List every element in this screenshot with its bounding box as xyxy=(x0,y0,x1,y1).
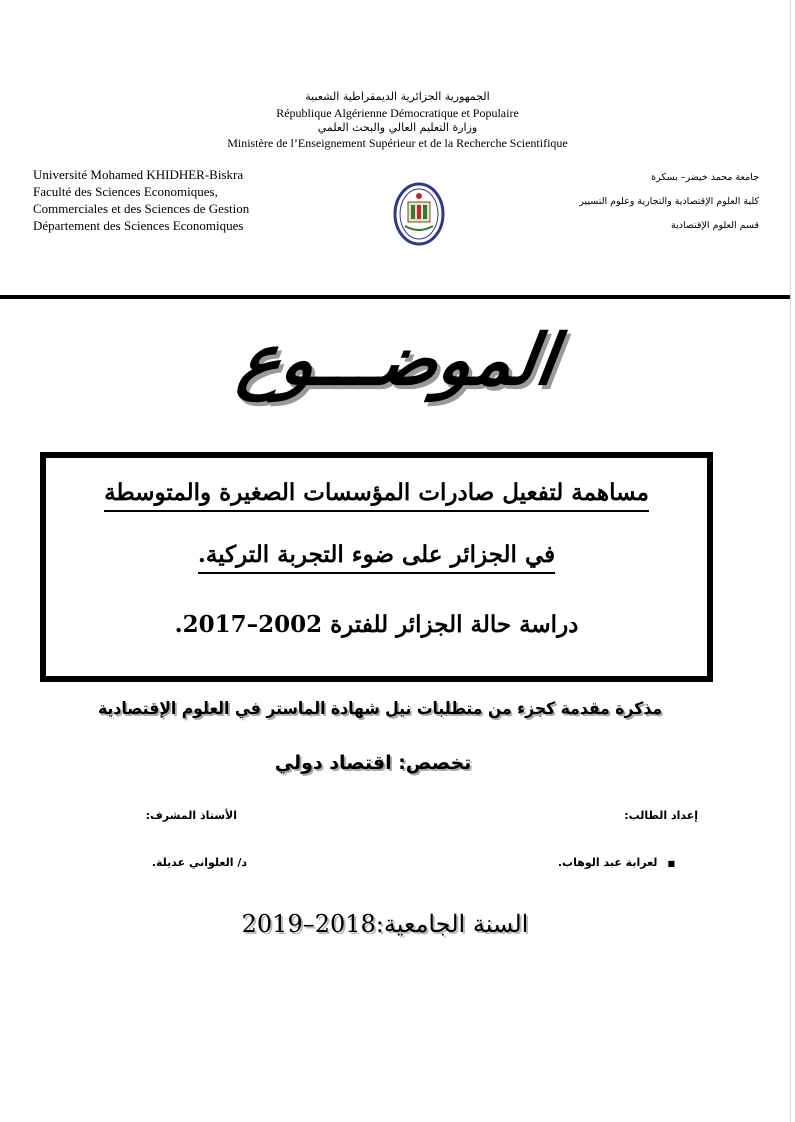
specialty: تخصص: اقتصاد دولي xyxy=(274,752,472,774)
student-name: لعرابة عبد الوهاب. xyxy=(557,856,658,869)
prepared-by-label: إعداد الطالب: xyxy=(624,809,698,822)
republic-name-ar: الجمهورية الجزائرية الديمقراطية الشعبية xyxy=(305,90,490,103)
department-name-fr: Département des Sciences Economiques xyxy=(33,218,244,233)
supervisor-label: الأستاذ المشرف: xyxy=(145,809,237,822)
department-name-ar: قسم العلوم الإقتصادية xyxy=(671,220,759,231)
topic-heading: الموضـــوع xyxy=(233,318,562,401)
thesis-title-line1 xyxy=(46,476,707,510)
header-divider xyxy=(0,295,790,299)
republic-name-fr: République Algérienne Démocratique et Populaire xyxy=(276,106,519,120)
university-seal-icon xyxy=(393,182,445,246)
academic-year: السنة الجامعية:2018–2019 xyxy=(241,910,529,938)
university-block-ar xyxy=(499,166,759,238)
university-name-fr: Université Mohamed KHIDHER-Biskra xyxy=(33,167,244,182)
university-block-fr xyxy=(33,166,333,234)
faculty-name-ar: كلية العلوم الإقتصادية والتجارية وعلوم التسيير xyxy=(579,196,759,207)
university-name-ar: جامعة محمد خيضر– بسكرة xyxy=(651,172,759,183)
student-entry xyxy=(558,855,675,872)
bullet-icon: ■ xyxy=(667,859,675,868)
thesis-title-line2-text: في الجزائر على ضوء التجربة التركية. xyxy=(198,541,555,574)
supervisor-name: د/ العلواني عديلة. xyxy=(151,856,247,869)
ministry-name-fr: Ministère de l’Enseignement Supérieur et de la Recherche Scientifique xyxy=(227,136,568,150)
thesis-title-line1-text: مساهمة لتفعيل صادرات المؤسسات الصغيرة والمتوسطة xyxy=(104,479,649,512)
ministry-name-ar: وزارة التعليم العالي والبحث العلمي xyxy=(317,121,478,134)
memo-description: مذكرة مقدمة كجزء من متطلبات نيل شهادة الماستر في العلوم الإقتصادية xyxy=(97,699,663,719)
faculty-name-fr-line2: Commerciales et des Sciences de Gestion xyxy=(33,201,250,216)
thesis-title-line3 xyxy=(46,608,707,642)
faculty-name-fr-line1: Faculté des Sciences Economiques, xyxy=(33,184,218,199)
thesis-title-line3-text: دراسة حالة الجزائر للفترة 2002–2017. xyxy=(174,611,579,638)
thesis-title-box xyxy=(40,452,713,682)
page-edge xyxy=(790,0,791,1122)
thesis-title-line2 xyxy=(46,538,707,572)
